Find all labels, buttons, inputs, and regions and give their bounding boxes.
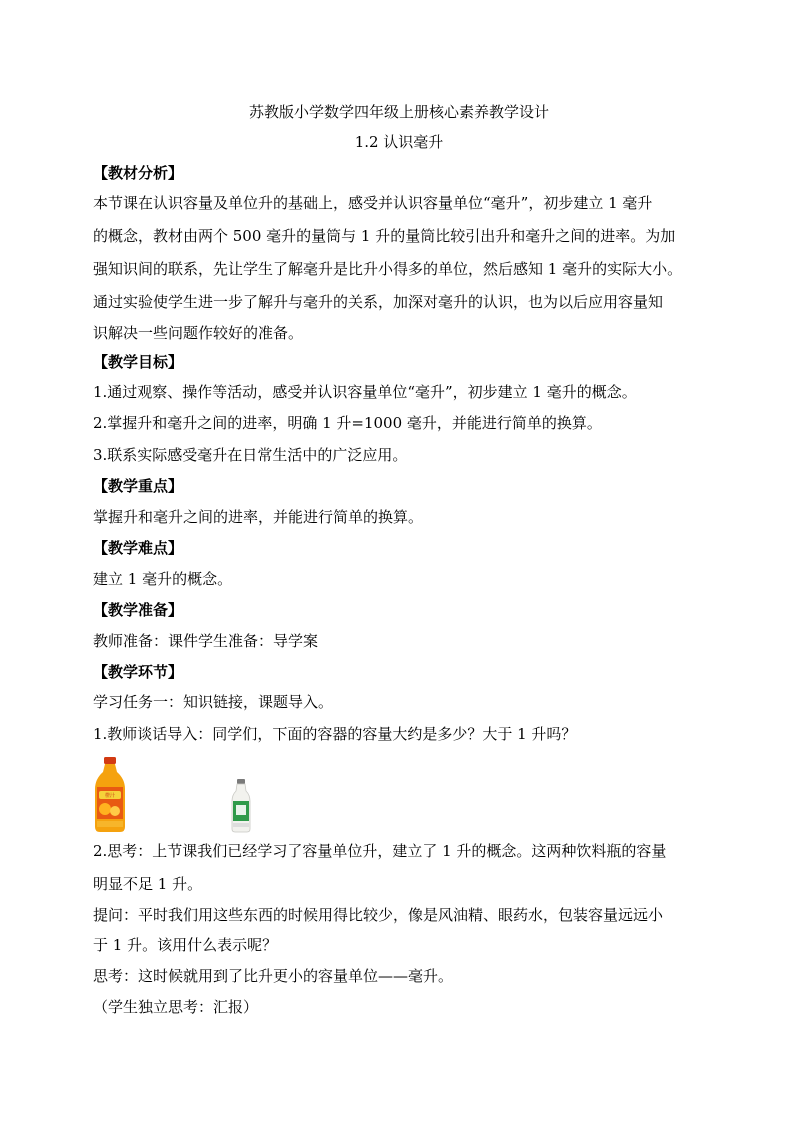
analysis-line: 识解决一些问题作较好的准备。 — [93, 324, 304, 342]
step-1-text: 1.教师谈话导入：同学们，下面的容器的容量大约是多少？大于 1 升吗？ — [93, 725, 577, 743]
bottle-images — [93, 757, 293, 835]
difficulty-text: 建立 1 毫升的概念。 — [93, 570, 233, 588]
key-point-text: 掌握升和毫升之间的进率，并能进行简单的换算。 — [93, 508, 424, 526]
orange-juice-bottle-image — [93, 757, 127, 833]
section-heading-steps: 【教学环节】 — [93, 663, 184, 681]
section-heading-key: 【教学重点】 — [93, 477, 184, 495]
step-2-line: 2.思考：上节课我们已经学习了容量单位升，建立了 1 升的概念。这两种饮料瓶的容量 — [93, 842, 667, 860]
task-title: 学习任务一：知识链接，课题导入。 — [93, 693, 334, 711]
section-heading-difficulty: 【教学难点】 — [93, 539, 184, 557]
think-text: 思考：这时候就用到了比升更小的容量单位——毫升。 — [93, 967, 454, 985]
analysis-line: 通过实验使学生进一步了解升与毫升的关系，加深对毫升的认识，也为以后应用容量知 — [93, 293, 664, 311]
doc-subtitle: 1.2 认识毫升 — [354, 133, 444, 151]
goal-item: 2.掌握升和毫升之间的进率，明确 1 升=1000 毫升，并能进行简单的换算。 — [93, 414, 602, 432]
prep-text: 教师准备：课件学生准备：导学案 — [93, 632, 319, 650]
section-heading-analysis: 【教材分析】 — [93, 164, 184, 182]
report-text: （学生独立思考：汇报） — [93, 998, 259, 1016]
analysis-line: 强知识间的联系，先让学生了解毫升是比升小得多的单位，然后感知 1 毫升的实际大小。 — [93, 260, 683, 278]
step-2-line: 明显不足 1 升。 — [93, 875, 203, 893]
section-heading-goals: 【教学目标】 — [93, 353, 184, 371]
analysis-line: 的概念，教材由两个 500 毫升的量筒与 1 升的量筒比较引出升和毫升之间的进率。为加 — [93, 227, 676, 245]
milk-bottle-image — [231, 779, 251, 833]
goal-item: 3.联系实际感受毫升在日常生活中的广泛应用。 — [93, 446, 408, 464]
goal-item: 1.通过观察、操作等活动，感受并认识容量单位“毫升”，初步建立 1 毫升的概念。 — [93, 383, 637, 401]
bottle-label: 橙汁 — [104, 793, 116, 799]
question-line: 于 1 升。该用什么表示呢？ — [93, 936, 278, 954]
doc-title: 苏教版小学数学四年级上册核心素养教学设计 — [248, 103, 549, 121]
analysis-line: 本节课在认识容量及单位升的基础上，感受并认识容量单位“毫升”，初步建立 1 毫升 — [93, 194, 653, 212]
question-line: 提问：平时我们用这些东西的时候用得比较少，像是风油精、眼药水，包装容量远远小 — [93, 906, 664, 924]
section-heading-prep: 【教学准备】 — [93, 601, 184, 619]
